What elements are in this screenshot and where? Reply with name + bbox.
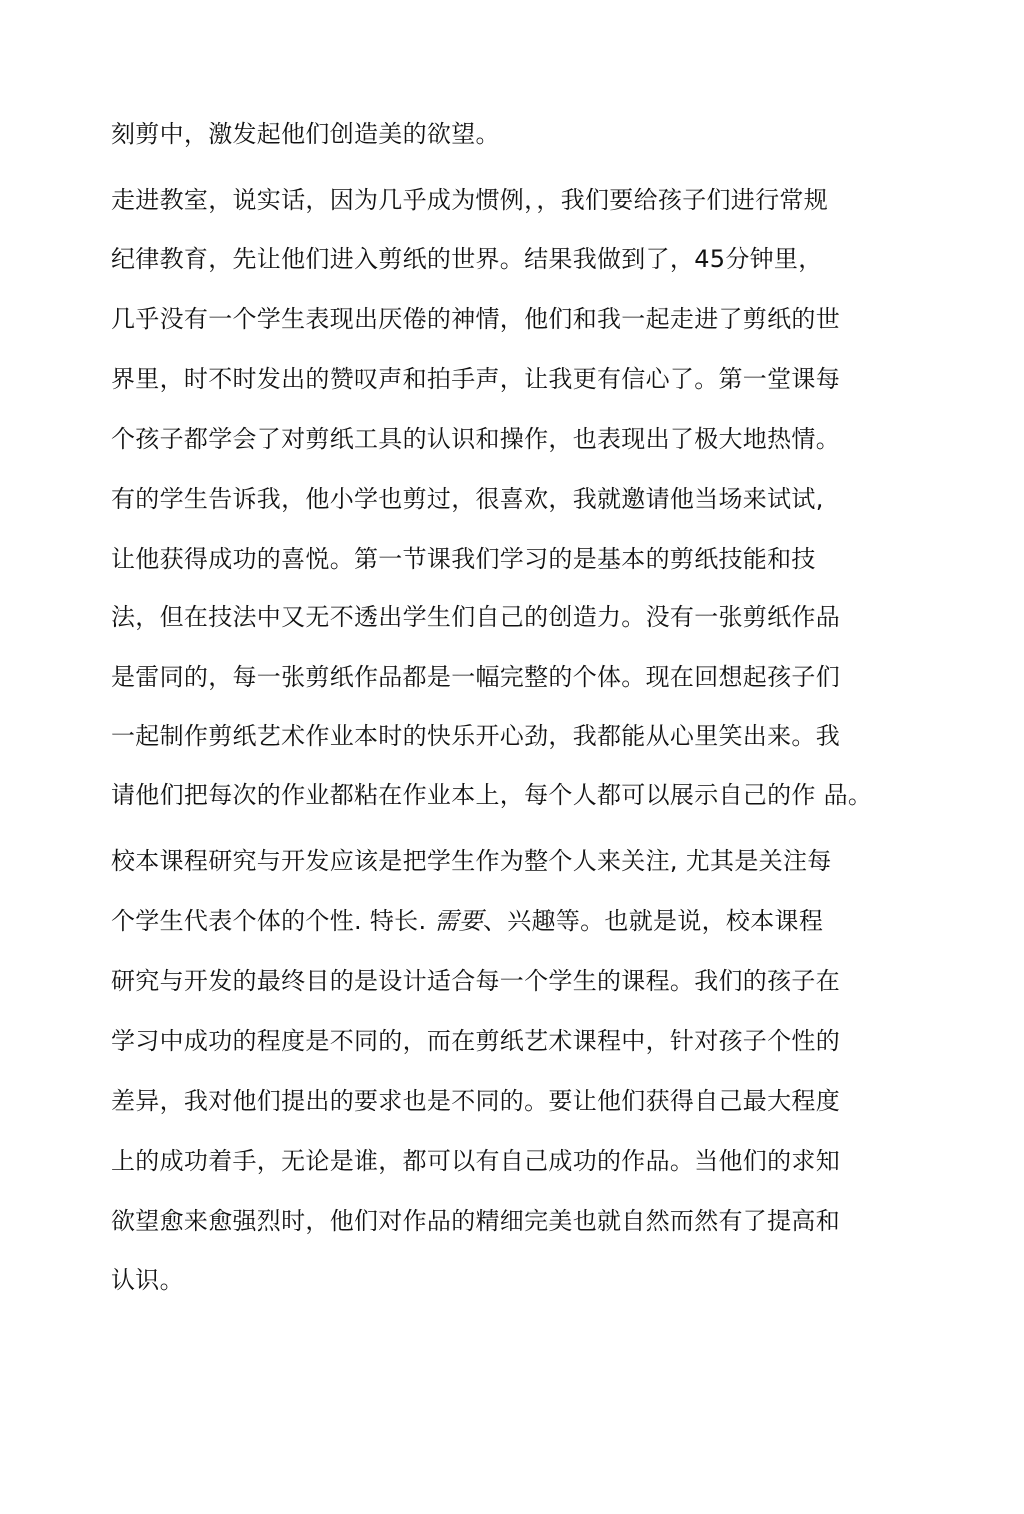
text-segment: 个学生代表个体的个性. 特长. <box>111 907 435 935</box>
text-line-with-emphasis <box>111 906 823 936</box>
text-line: 请他们把每次的作业都粘在作业本上，每个人都可以展示自己的作 品。 <box>111 781 873 809</box>
text-line: 差异，我对他们提出的要求也是不同的。要让他们获得自己最大程度 <box>111 1087 840 1115</box>
text-line: 学习中成功的程度是不同的，而在剪纸艺术课程中，针对孩子个性的 <box>111 1027 840 1055</box>
emphasized-text: 需要 <box>434 907 483 935</box>
text-line: 上的成功着手，无论是谁，都可以有自己成功的作品。当他们的求知 <box>111 1147 840 1175</box>
text-line: 欲望愈来愈强烈时，他们对作品的精细完美也就自然而然有了提高和 <box>111 1207 840 1235</box>
paragraph-start-line: 校本课程研究与开发应该是把学生作为整个人来关注, 尤其是关注每 <box>111 847 832 875</box>
text-line: 几乎没有一个学生表现出厌倦的神情，他们和我一起走进了剪纸的世 <box>111 305 840 333</box>
text-line: 纪律教育，先让他们进入剪纸的世界。结果我做到了，45分钟里， <box>111 245 823 273</box>
paragraph-start-line: 走进教室，说实话，因为几乎成为惯例，，我们要给孩子们进行常规 <box>111 186 828 214</box>
text-line: 法，但在技法中又无不透出学生们自己的创造力。没有一张剪纸作品 <box>111 603 840 631</box>
text-line: 刻剪中，激发起他们创造美的欲望。 <box>111 120 500 148</box>
text-line: 让他获得成功的喜悦。第一节课我们学习的是基本的剪纸技能和技 <box>111 545 816 573</box>
text-line: 有的学生告诉我，他小学也剪过，很喜欢，我就邀请他当场来试试, <box>111 485 824 513</box>
text-line: 一起制作剪纸艺术作业本时的快乐开心劲，我都能从心里笑出来。我 <box>111 722 840 750</box>
text-line: 界里，时不时发出的赞叹声和拍手声，让我更有信心了。第一堂课每 <box>111 365 840 393</box>
text-line: 研究与开发的最终目的是设计适合每一个学生的课程。我们的孩子在 <box>111 967 840 995</box>
text-segment: 、兴趣等。也就是说，校本课程 <box>482 907 824 935</box>
text-line: 个孩子都学会了对剪纸工具的认识和操作，也表现出了极大地热情。 <box>111 425 840 453</box>
text-line: 是雷同的，每一张剪纸作品都是一幅完整的个体。现在回想起孩子们 <box>111 663 840 691</box>
text-line: 认识。 <box>111 1266 184 1294</box>
